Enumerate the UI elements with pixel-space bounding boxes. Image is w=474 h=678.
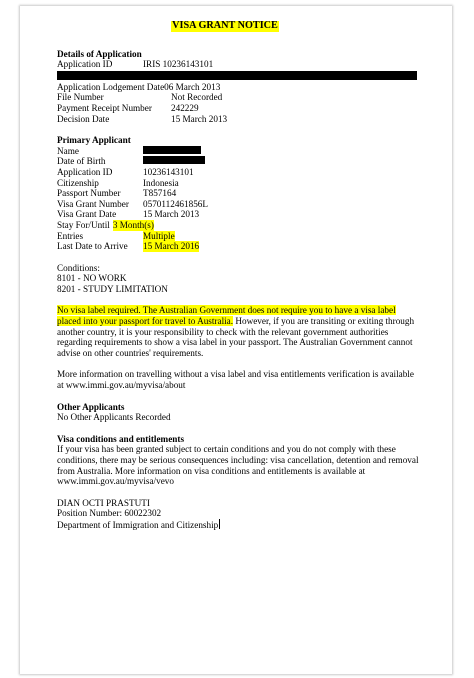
- stay-value: 3 Month(s): [112, 219, 154, 230]
- visa-conditions-paragraph: If your visa has been granted subject to certain conditions and you do not comply with these conditions, there may be serious consequences including: visa cancellation, detention and removal from Australia. More information on visa conditions and entitlements is available at www.immi.gov.au/myvisa/vevo: [57, 444, 419, 487]
- dob-row: [57, 156, 427, 167]
- spacer: [57, 423, 427, 434]
- grant-number-label: Visa Grant Number: [57, 198, 129, 209]
- citizenship-value: Indonesia: [143, 177, 179, 188]
- last-date-row: [57, 241, 427, 252]
- visa-label-highlight: No visa label required. The Australian Government does not require you to have a visa label placed into your passport for travel to Australia.: [57, 305, 396, 327]
- conditions-heading: Conditions:: [57, 262, 100, 273]
- page-title: VISA GRANT NOTICE: [172, 20, 278, 31]
- condition-item: 8101 - NO WORK: [57, 273, 127, 284]
- spacer: [57, 294, 427, 305]
- file-number-row: [57, 92, 427, 103]
- payment-receipt-label: Payment Receipt Number: [57, 102, 152, 113]
- decision-date-value: 15 March 2013: [171, 113, 228, 124]
- document-page[interactable]: [20, 6, 452, 674]
- entries-row: [57, 231, 427, 242]
- passport-value: T857164: [143, 188, 177, 199]
- name-label: Name: [57, 145, 79, 156]
- signatory-name: DIAN OCTI PRASTUTI: [57, 497, 150, 508]
- applicant-id-label: Application ID: [57, 166, 113, 177]
- text-cursor: [219, 519, 220, 529]
- details-application-id-value: IRIS 10236143101: [143, 59, 214, 70]
- signatory-position: Position Number: 60022302: [57, 508, 162, 519]
- applicant-id-value: 10236143101: [143, 166, 194, 177]
- redacted-bar: [57, 71, 417, 80]
- condition-item: 8201 - STUDY LIMITATION: [57, 283, 168, 294]
- name-redacted: [143, 146, 201, 154]
- applicant-heading: Primary Applicant: [57, 135, 131, 146]
- decision-date-label: Decision Date: [57, 113, 110, 124]
- name-row: [57, 146, 427, 157]
- visa-label-rest: However, if you are transiting or exiting through another country, it is your responsibility to check with the relevant government authorities regarding requirements to show a visa label in your passport. The Australian Government cannot advise on other countries' requirements.: [57, 316, 415, 358]
- passport-row: [57, 188, 427, 199]
- spacer: [57, 487, 427, 498]
- last-date-value: 15 March 2016: [143, 241, 200, 252]
- more-info-paragraph: More information on travelling without a visa label and visa entitlements verification is available at www.immi.gov.au/myvisa/about: [57, 369, 414, 391]
- title-container: [57, 20, 393, 32]
- details-application-id-label: Application ID: [57, 59, 113, 70]
- grant-date-row: [57, 209, 427, 220]
- document-content: [57, 20, 427, 531]
- details-application-id-row: [57, 59, 427, 70]
- dob-label: Date of Birth: [57, 156, 106, 167]
- grant-date-label: Visa Grant Date: [57, 209, 117, 220]
- decision-date-row: [57, 114, 427, 125]
- spacer: [57, 252, 427, 263]
- lodgement-date-row: [57, 82, 427, 93]
- grant-date-value: 15 March 2013: [143, 209, 200, 220]
- spacer: [57, 358, 427, 369]
- dob-redacted: [143, 156, 205, 164]
- citizenship-label: Citizenship: [57, 177, 99, 188]
- applicant-id-row: [57, 167, 427, 178]
- visa-conditions-heading: Visa conditions and entitlements: [57, 433, 185, 444]
- visa-label-paragraph: [57, 305, 419, 358]
- lodgement-date-value: 06 March 2013: [164, 81, 221, 92]
- last-date-label: Last Date to Arrive: [57, 241, 128, 252]
- stay-label: Stay For/Until: [57, 219, 110, 230]
- department-line: [57, 519, 427, 531]
- spacer: [57, 391, 427, 402]
- stay-row: [57, 220, 427, 231]
- details-heading: Details of Application: [57, 48, 142, 59]
- other-applicants-text: No Other Applicants Recorded: [57, 412, 171, 423]
- file-number-value: Not Recorded: [171, 92, 223, 103]
- grant-number-row: [57, 199, 427, 210]
- grant-number-value: 0570112461856L: [143, 198, 208, 209]
- department-name: Department of Immigration and Citizenship: [57, 519, 219, 530]
- citizenship-row: [57, 178, 427, 189]
- passport-label: Passport Number: [57, 188, 121, 199]
- lodgement-date-label: Application Lodgement Date: [57, 81, 165, 92]
- entries-value: Multiple: [143, 230, 175, 241]
- spacer: [57, 124, 427, 135]
- payment-receipt-value: 242229: [171, 102, 199, 113]
- entries-label: Entries: [57, 230, 84, 241]
- other-applicants-heading: Other Applicants: [57, 401, 125, 412]
- file-number-label: File Number: [57, 92, 104, 103]
- payment-receipt-row: [57, 103, 427, 114]
